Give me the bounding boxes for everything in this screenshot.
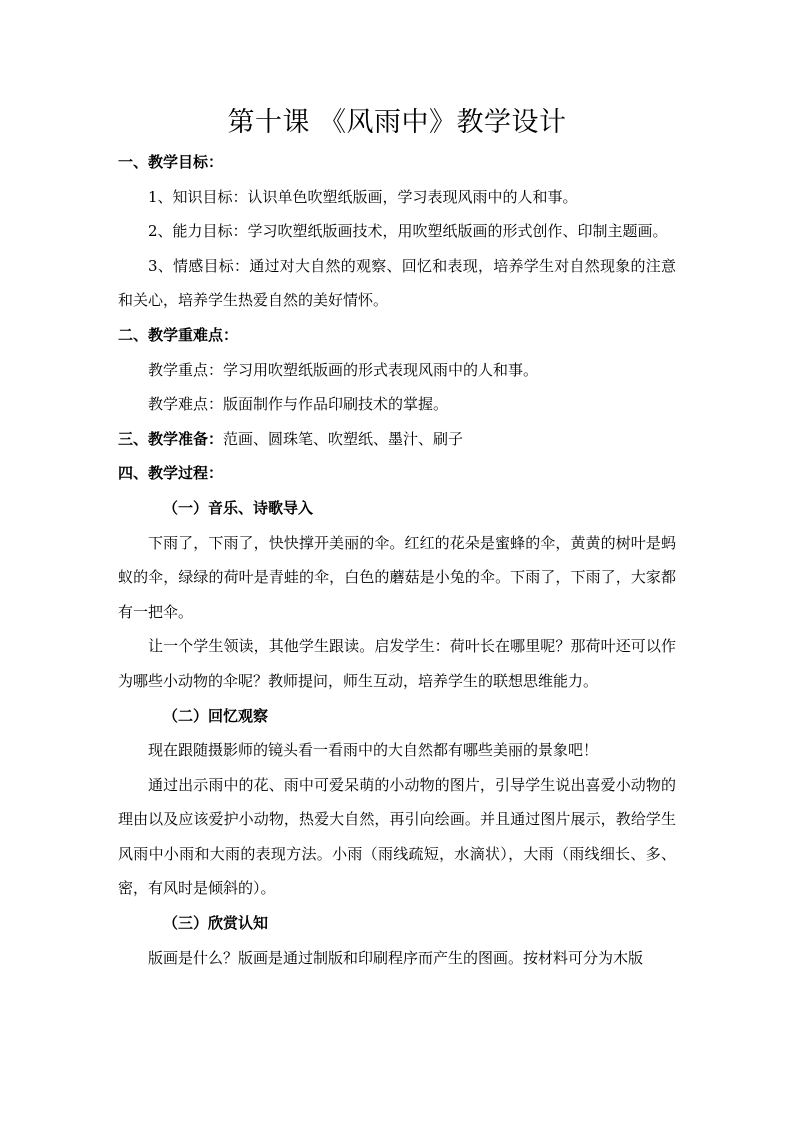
page-title: 第十课 《风雨中》教学设计 [227,107,567,138]
goal-emotion: 3、情感目标：通过对大自然的观察、回忆和表现，培养学生对自然现象的注意和关心，培养学生热爱自然的美好情怀。 [118,256,676,310]
step1-heading: （一）音乐、诗歌导入 [163,498,314,517]
document-body [118,145,676,975]
step3-heading: （三）欣赏认知 [163,914,269,933]
key-difficulty: 教学难点：版面制作与作品印刷技术的掌握。 [148,395,449,414]
prep-line [118,422,676,457]
step1-activity: 让一个学生领读，其他学生跟读。启发学生：荷叶长在哪里呢？那荷叶还可以作为哪些小动物的伞呢？教师提问，师生互动，培养学生的联想思维能力。 [118,637,676,690]
goal-knowledge: 1、知识目标：认识单色吹塑纸版画，学习表现风雨中的人和事。 [148,187,578,206]
step3-body: 版画是什么？版画是通过制版和印刷程序而产生的图画。按材料可分为木版 [148,948,644,967]
key-focus: 教学重点：学习用吹塑纸版画的形式表现风雨中的人和事。 [148,360,539,379]
step1-poem: 下雨了，下雨了，快快撑开美丽的伞。红红的花朵是蜜蜂的伞，黄黄的树叶是蚂蚁的伞，绿绿的荷叶是青蛙的伞，白色的蘑菇是小兔的伞。下雨了，下雨了，大家都有一把伞。 [118,533,676,621]
goals-heading: 一、教学目标： [118,153,224,171]
prep-heading: 三、教学准备： [118,429,224,448]
step2-heading: （二）回忆观察 [163,706,269,725]
step2-intro: 现在跟随摄影师的镜头看一看雨中的大自然都有哪些美丽的景象吧！ [148,741,599,760]
keypoints-heading: 二、教学重难点： [118,325,239,344]
step2-body: 通过出示雨中的花、雨中可爱呆萌的小动物的图片，引导学生说出喜爱小动物的理由以及应该爱护小动物，热爱大自然，再引向绘画。并且通过图片展示，教给学生风雨中小雨和大雨的表现方法。小雨（雨线疏短，水滴状），大雨（雨线细长、多、密，有风时是倾斜的）。 [118,775,676,898]
prep-items: 范画、圆珠笔、吹塑纸、墨汁、刷子 [223,429,464,448]
process-heading: 四、教学过程： [118,464,224,483]
goal-ability: 2、能力目标：学习吹塑纸版画技术，用吹塑纸版画的形式创作、印制主题画。 [148,222,668,241]
